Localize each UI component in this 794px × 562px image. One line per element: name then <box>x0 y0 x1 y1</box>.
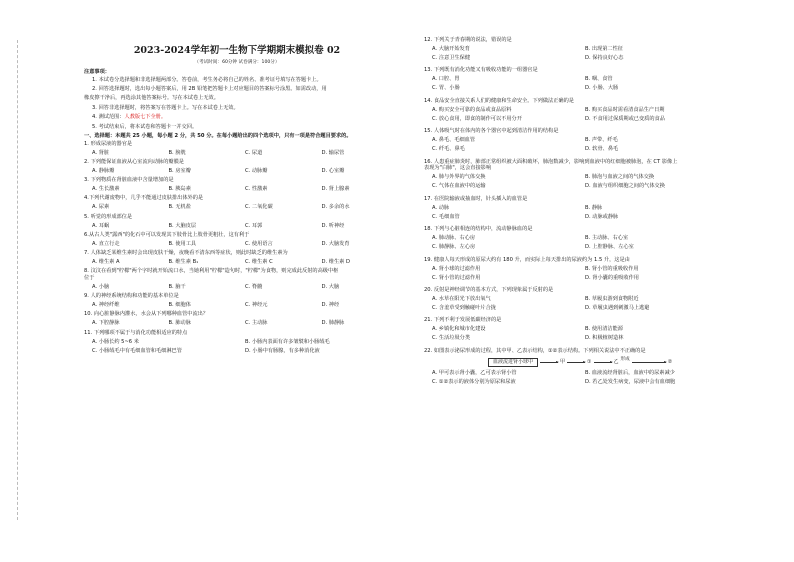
option: C. 主动脉 <box>245 320 268 327</box>
option: C. 尿道 <box>245 149 263 156</box>
option: C. 神经元 <box>245 302 268 309</box>
option: A. 耳蜗 <box>92 222 110 229</box>
question-stem: 10. 向心脏静脉内灌水，水会从下列哪种血管中流出？ <box>84 311 209 318</box>
option: A. 动脉 <box>432 204 450 211</box>
question-stem: 13. 下列既有消化功能又有吸收功能的一组器官是 <box>424 67 538 74</box>
option: D. 若乙处发生病变，尿液中会有血细胞 <box>585 379 676 386</box>
exam-title: 2023-2024学年初一生物下学期期末模拟卷 02 <box>133 45 341 56</box>
question <box>84 215 390 230</box>
option: C. 使用语言 <box>245 240 273 247</box>
question <box>424 197 730 224</box>
option: D. 肺静脉 <box>321 320 345 327</box>
question <box>424 129 730 156</box>
arrow-icon <box>540 362 558 363</box>
left-column <box>84 38 390 361</box>
option: B. 细胞体 <box>168 302 191 309</box>
option: D. 小肠、大肠 <box>585 85 619 92</box>
note-4 <box>84 115 390 121</box>
arrow-icon <box>632 362 666 363</box>
question-8 <box>84 269 390 291</box>
question <box>424 99 730 126</box>
option: C. 注意卫生保健 <box>432 55 471 61</box>
option: A. 肺与外界的气体交换 <box>432 174 486 181</box>
option: B. 膀胱 <box>168 149 186 156</box>
option: B. 肾小管的重吸收作用 <box>585 265 639 272</box>
option: C. 气体在血液中的运输 <box>432 183 486 190</box>
option: B. 维生素 B₁ <box>168 259 199 266</box>
diagram-label-one: ① <box>587 358 592 365</box>
question-16-stem-2: 表现为"白肺"，这会直接影响 <box>424 165 492 172</box>
option: B. 咽、食管 <box>585 76 613 83</box>
right-question-group <box>424 38 730 156</box>
option: D. 草履虫遇到刺激马上逃避 <box>585 304 650 311</box>
question-stem: 15. 人体吸气时在体内的各个器官中起到清洁作用的结构是 <box>424 128 559 135</box>
option: D. 肾小囊的重吸收作用 <box>585 274 639 281</box>
question-22-stem: 22. 如图表示泌尿形成的过程，其中甲、乙表示结构，①②表示结构。下列相关说法中不正确的是 <box>424 347 646 354</box>
option: D. 小肠中有肠腺，有多种消化液 <box>245 347 320 354</box>
option: B. 肺动脉 <box>168 320 191 327</box>
option: B. 血液流经肾脏后，血液中的尿素减少 <box>585 370 675 377</box>
option: D. 血液与组织细胞之间的气体交换 <box>585 183 665 190</box>
note-4-range: 人教版七下全册。 <box>124 114 167 121</box>
option: A. 生长激素 <box>92 186 120 193</box>
question-16 <box>424 160 730 194</box>
option: A. 维生素 A <box>92 259 120 266</box>
option: D. 不食用过保质期或已变质的食品 <box>585 115 665 122</box>
option: B. 声带、纤毛 <box>585 137 618 144</box>
question <box>424 227 730 254</box>
question <box>84 233 390 248</box>
question-stem: 7. 人体缺乏某维生素时会出现皮肤干燥，夜晚看不清东西等症状，则此时缺乏的维生素为 <box>84 250 288 257</box>
diagram-formed-label: 形成 <box>620 356 630 362</box>
option: A. 肾小球的过滤作用 <box>432 265 481 272</box>
question-11 <box>84 331 390 358</box>
question <box>84 160 390 175</box>
binding-margin <box>6 40 18 520</box>
option: A. 大脑开始发育 <box>432 46 470 52</box>
question-stem: 2. 下列能保证血液从心室流向动脉的瓣膜是 <box>84 159 184 166</box>
option: D. 软骨、鼻毛 <box>585 146 619 153</box>
option: A. 下腔静脉 <box>92 320 120 327</box>
question-8-stem-1: 8. 汶汶在看到"柠檬"两个字时就开始流口水，当她利用"柠檬"造句时，"柠檬"为食物，则完成此反射的高级中枢 <box>84 268 339 275</box>
option: A. 肾脏 <box>92 149 110 156</box>
option: C. 纤毛、鼻毛 <box>432 146 465 153</box>
option: C. 耳郭 <box>245 222 263 229</box>
diagram-label-two: ② <box>667 358 673 365</box>
note-4-prefix: 4. 测试范围： <box>92 114 125 121</box>
option: C. 脊髓 <box>245 284 263 291</box>
question <box>84 196 390 211</box>
option: D. 保持良好心态 <box>585 55 624 61</box>
question <box>84 142 390 157</box>
option: B. 无机盐 <box>168 204 191 211</box>
option: A. 直立行走 <box>92 240 120 247</box>
question-21 <box>424 318 730 345</box>
option: B. 房室瓣 <box>168 168 191 175</box>
left-question-group-b <box>84 294 390 327</box>
question-22 <box>424 349 730 390</box>
note-3: 3. 回答非选择题时，将答案写在答题卡上。写在本试卷上无效。 <box>92 104 239 111</box>
option: C. ①②表示的液体分别为原尿和尿液 <box>432 379 516 386</box>
option: A. 水草在阳光下放出氧气 <box>432 295 491 302</box>
option: D. 肾上腺素 <box>321 186 350 193</box>
question-stem: 4.下列代谢废物中，几乎不能通过皮肤排出体外的是 <box>84 195 204 202</box>
note-1: 1. 本试卷分选择题和非选择题两部分。答卷前，考生务必将自己的姓名、准考证号填写在答题卡上。 <box>92 76 322 83</box>
question-stem: 17. 在医院输液或抽血时，针头插入的血管是 <box>424 195 528 202</box>
arrow-icon <box>567 362 585 363</box>
section-1-heading: 一、选择题：本题共 25 小题，每小题 2 分，共 50 分。在每小题给出的四个选项中，只有一项是符合题目要求的。 <box>84 133 352 140</box>
question-8-stem-2: 位于 <box>84 275 95 282</box>
question <box>84 178 390 193</box>
option: A. 尿素 <box>92 204 110 211</box>
option: C. 动脉瓣 <box>245 168 268 175</box>
option: C. 肾小管的过滤作用 <box>432 274 481 281</box>
question-stem: 14. 食品安全直接关系人们的健康和生命安全。下列做法正确的是 <box>424 97 574 104</box>
exam-subtitle: （考试时间：60分钟 试卷满分：100分） <box>194 59 280 65</box>
question-stem: 5. 听觉的形成部位是 <box>84 213 133 220</box>
option: C. 小肠绒毛中有毛细血管和毛细淋巴管 <box>92 347 182 354</box>
option: D. 心室瓣 <box>321 168 345 175</box>
question <box>424 68 730 95</box>
option: A. 口腔、胃 <box>432 76 460 83</box>
option: B. 小肠内表面有许多皱襞和小肠绒毛 <box>245 338 330 345</box>
option: C. 二氧化碳 <box>245 204 273 211</box>
right-column <box>424 38 730 393</box>
option: B. 脑干 <box>168 284 186 291</box>
question-stem: 9. 人的神经系统结构和功能的基本单位是 <box>84 293 179 300</box>
option: C. 肺静脉、左心房 <box>432 244 476 251</box>
left-question-group <box>84 142 390 266</box>
question-16-stem-1: 16. 人患重症肺炎时，肺部正常组织被大面积破坏，肺泡数减少，影响到血液中的红细胞被肺泡，在 CT 影像上 <box>424 158 678 165</box>
question-stem: 18. 下列与心脏相连的结构中，流动静脉血的是 <box>424 226 533 233</box>
option: C. 生活垃圾分类 <box>432 335 471 342</box>
option: D. 维生素 D <box>321 259 350 266</box>
option: B. 使用清洁能源 <box>585 326 623 333</box>
option: C. 维生素 C <box>245 259 273 266</box>
option: B. 静脉 <box>585 204 603 211</box>
question-20 <box>424 288 730 315</box>
option: A. 肺动脉、右心房 <box>432 235 476 242</box>
option: B. 购买食品时需看清食品生产日期 <box>585 106 665 113</box>
option: D. 神经 <box>321 302 340 309</box>
option: D. 积极植树造林 <box>585 335 624 342</box>
option: D. 大脑发育 <box>321 240 350 247</box>
note-2: 2. 回答选择题时，选出每小题答案后，用 2B 铅笔把答题卡上对应题目的答案标号涂黑。如需改动，用 <box>92 85 327 92</box>
question-stem: 1. 形成尿液的器官是 <box>84 140 133 147</box>
option: B. 胰岛素 <box>168 186 191 193</box>
option: B. 使用工具 <box>168 240 197 247</box>
diagram-node-yi: 乙 <box>613 358 619 365</box>
note-2-cont: 橡皮擦干净后，再选涂其他答案标号。写在本试卷上无效。 <box>84 95 219 102</box>
option: D. 多余的水 <box>321 204 350 211</box>
option: A. 小肠长约 5~6 米 <box>92 338 139 345</box>
option: A. 购买安全可靠的食品或食品原料 <box>432 106 512 113</box>
option: C. 毛细血管 <box>432 213 460 220</box>
urine-formation-diagram <box>484 358 730 368</box>
question-stem: 12. 下列关于青春期的说法，错误的是 <box>424 37 512 43</box>
option: D. 输尿管 <box>321 149 345 156</box>
right-question-group-b <box>424 197 730 254</box>
option: A. 神经纤维 <box>92 302 120 309</box>
option: B. 主动脉、右心室 <box>585 235 629 242</box>
diagram-node-jia: 甲 <box>560 358 566 365</box>
question-21-stem: 21. 下列不利于发展低碳经济的是 <box>424 317 502 324</box>
option: D. 听神经 <box>321 222 345 229</box>
question-20-stem: 20. 反射是神经调节的基本方式，下列现象属于反射的是 <box>424 286 554 293</box>
question <box>84 312 390 327</box>
option: C. 放心食用，即食的制作可以不用分开 <box>432 115 522 122</box>
question-19-stem: 19. 健康人每天形成的原尿大约有 180 升，而实际上每天排出的尿液约为 1.5 升，这是由 <box>424 256 630 263</box>
option: B. 草履虫游到食物附近 <box>585 295 639 302</box>
option: B. 出现第二性征 <box>585 46 623 52</box>
option: C. 胃、小肠 <box>432 85 460 92</box>
option: A. 甲可表示肾小囊，乙可表示肾小管 <box>432 370 517 377</box>
option: D. 动脉或静脉 <box>585 213 619 220</box>
question-11-stem: 11. 下列哪项不属于与消化功能相适应的特点 <box>84 329 188 336</box>
option: A. 乡镇化和城市化建设 <box>432 326 486 333</box>
option: A. 静脉瓣 <box>92 168 115 175</box>
question <box>424 38 730 65</box>
diagram-start-box: 血液流进肾小球中 <box>488 358 538 368</box>
question-stem: 6.从古人类"露西"的化石中可以发现其下肢骨比上肢骨更粗壮，这有利于 <box>84 231 250 238</box>
option: D. 大脑 <box>321 284 340 291</box>
option: B. 肺泡与血液之间的气体交换 <box>585 174 655 181</box>
question-stem: 3. 下列物质在肾脏血液中含量增加的是 <box>84 177 174 184</box>
note-5: 5. 考试结束后，将本试卷和答题卡一并交回。 <box>92 123 198 130</box>
option: A. 小脑 <box>92 284 110 291</box>
notes-heading: 注意事项： <box>84 68 110 75</box>
question <box>84 251 390 266</box>
option: B. 大脑皮层 <box>168 222 197 229</box>
option: D. 上腔静脉、左心室 <box>585 244 634 251</box>
question-19 <box>424 258 730 285</box>
option: C. 性激素 <box>245 186 268 193</box>
option: C. 含羞草受到触碰叶片合拢 <box>432 304 496 311</box>
arrow-icon <box>594 362 612 363</box>
question <box>84 294 390 309</box>
option: A. 鼻毛、毛细血管 <box>432 137 476 144</box>
